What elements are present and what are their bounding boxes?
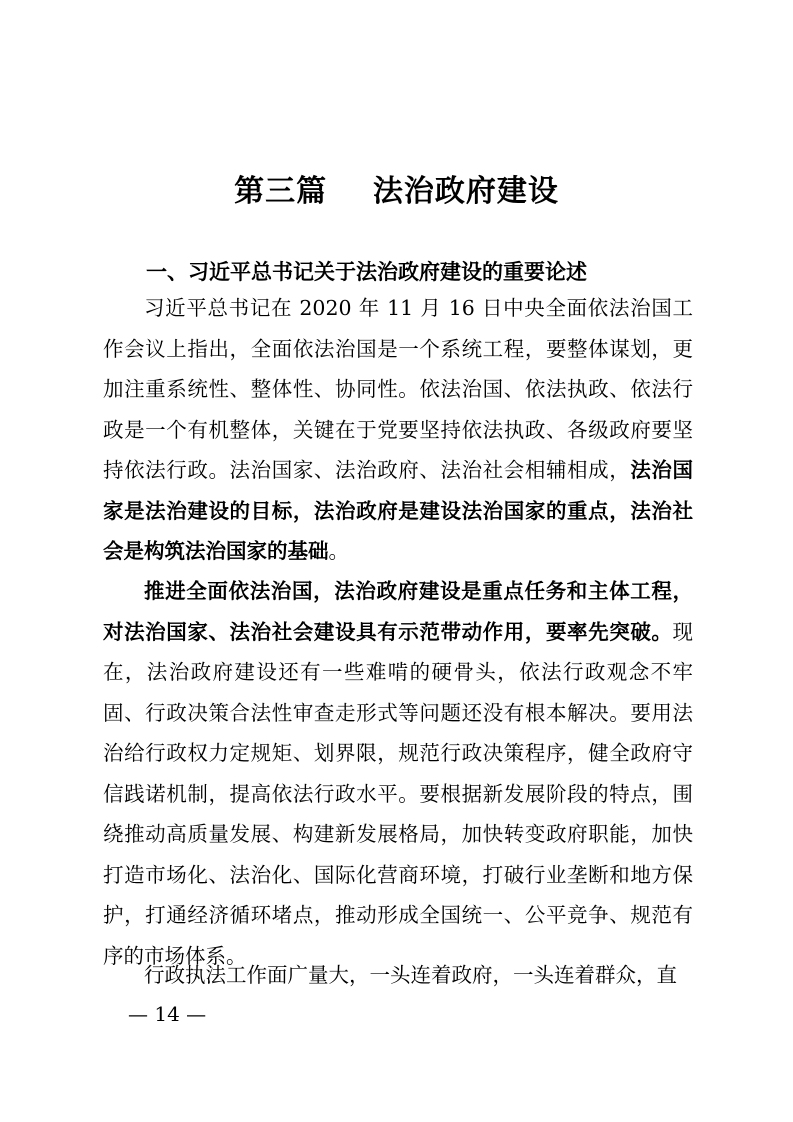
section-heading: 一、习近平总书记关于法治政府建设的重要论述 xyxy=(146,260,587,284)
paragraph-emphasis: 法治国家是法治建设的目标，法治政府是建设法治国家的重点，法治社会是构筑法治国家的基础 xyxy=(103,458,694,563)
page-title: 第三篇 法治政府建设 xyxy=(234,174,559,209)
paragraph-text: 行政执法工作面广量大，一头连着政府，一头连着群众，直 xyxy=(144,963,677,987)
body-paragraph xyxy=(103,955,693,996)
body-paragraph xyxy=(103,288,693,572)
paragraph-text: 现在，法治政府建设还有一些难啃的硬骨头，依法行政观念不牢固、行政决策合法性审查走形式等问题还没有根本解决。要用法治给行政权力定规矩、划界限，规范行政决策程序，健全政府守信践诺机制，提高依法行政水平。要根据新发展阶段的特点，围绕推动高质量发展、构建新发展格局，加快转变政府职能，加快打造市场化、法治化、国际化营商环境，打破行业垄断和地方保护，打通经济循环堵点，推动形成全国统一、公平竞争、规范有序的市场体系。 xyxy=(103,619,693,968)
body-paragraph xyxy=(103,571,693,976)
page-number: — 14 — xyxy=(128,1002,207,1026)
paragraph-text: 习近平总书记在 2020 年 11 月 16 日中央全面依法治国工作会议上指出，全面依法治国是一个系统工程，要整体谋划，更加注重系统性、整体性、协同性。依法治国、依法执政、依法行政是一个有机整体，关键在于党要坚持依法执政、各级政府要坚持依法行政。法治国家、法治政府、法治社会相辅相成， xyxy=(103,296,693,482)
paragraph-emphasis: 推进全面依法治国，法治政府建设是重点任务和主体工程，对法治国家、法治社会建设具有示范带动作用，要率先突破。 xyxy=(103,579,693,644)
paragraph-text: 。 xyxy=(328,539,349,563)
